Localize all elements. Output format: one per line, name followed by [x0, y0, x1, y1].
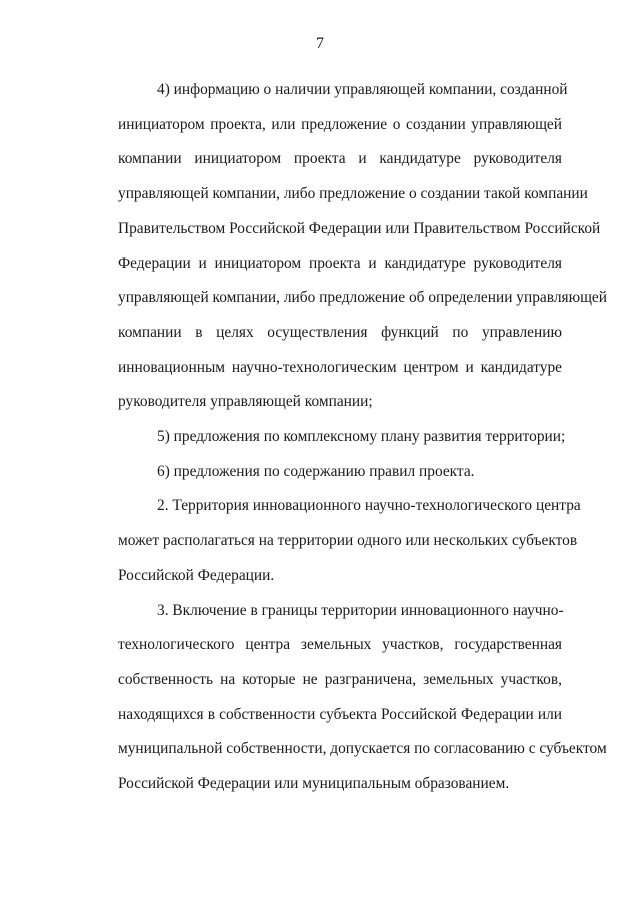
text-line: может располагаться на территории одного или нескольких субъектов	[118, 532, 578, 550]
text-line: инновационным научно-технологическим центром и кандидатуре	[118, 358, 562, 376]
paragraph-item-5	[79, 420, 566, 455]
text-line: муниципальной собственности, допускается по согласованию с субъектом	[118, 740, 607, 758]
page-number: 7	[316, 35, 324, 52]
text-line: инициатором проекта, или предложение о создании управляющей	[118, 115, 562, 133]
text-line: 6) предложения по содержанию правил проекта.	[157, 462, 475, 480]
text-line: 3. Включение в границы территории инновационного научно-	[157, 601, 564, 619]
text-line: находящихся в собственности субъекта Российской Федерации или	[118, 705, 562, 723]
text-line: компании в целях осуществления функций по управлению	[118, 323, 562, 341]
paragraph-item-4	[79, 73, 607, 420]
text-line: собственность на которые не разграничена, земельных участков,	[118, 670, 562, 688]
text-line: управляющей компании, либо предложение о создании такой компании	[118, 185, 588, 203]
text-line: руководителя управляющей компании;	[118, 393, 373, 411]
paragraph-clause-3	[79, 594, 607, 802]
text-line: компании инициатором проекта и кандидатуре руководителя	[118, 150, 562, 168]
paragraph-clause-2	[79, 489, 581, 593]
document-body	[79, 73, 607, 802]
text-line: Российской Федерации.	[118, 566, 275, 584]
text-line: 2. Территория инновационного научно-технологического центра	[157, 497, 581, 515]
text-line: технологического центра земельных участков, государственная	[118, 636, 562, 654]
text-line: Российской Федерации или муниципальным образованием.	[118, 775, 510, 793]
text-line: 5) предложения по комплексному плану развития территории;	[157, 428, 566, 446]
text-line: управляющей компании, либо предложение об определении управляющей	[118, 289, 607, 307]
text-line: Федерации и инициатором проекта и кандидатуре руководителя	[118, 254, 562, 272]
text-line: Правительством Российской Федерации или Правительством Российской	[118, 219, 601, 237]
paragraph-item-6	[79, 455, 562, 490]
text-line: 4) информацию о наличии управляющей компании, созданной	[157, 81, 568, 98]
